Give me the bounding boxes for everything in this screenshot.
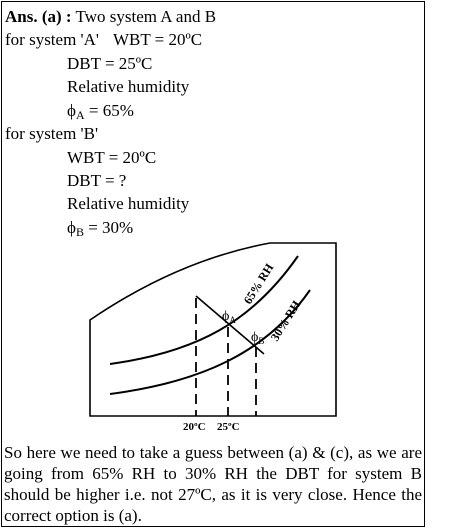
chart-outline: [90, 243, 336, 416]
phi-subscript: B: [75, 225, 84, 239]
curve-label-30: 30% RH: [267, 298, 304, 344]
point-b-label: $\phi_B$: [251, 330, 265, 346]
system-a-dbt: DBT = 25ºC: [67, 54, 153, 73]
answer-intro: Two system A and B: [75, 7, 217, 26]
system-a-wbt: WBT = 20ºC: [112, 30, 203, 49]
system-a-heading: for system 'A': [5, 30, 99, 49]
conclusion-paragraph: So here we need to take a guess between (a) & (c), as we are going from 65% RH to 30% RH the DBT for system B should be higher i.e. not 27ºC, as it is very close. Hence the correct option is (a).: [4, 443, 422, 525]
answer-box: [1, 1, 425, 527]
phi-symbol: ϕ: [67, 101, 76, 120]
system-a-phi-value: = 65%: [88, 101, 134, 120]
answer-label: Ans. (a) :: [5, 7, 72, 26]
system-a-rh-label: Relative humidity: [67, 77, 190, 96]
system-b-rh-label: Relative humidity: [67, 194, 190, 213]
axis-label-25: 25ºC: [217, 421, 240, 433]
system-b-wbt: WBT = 20ºC: [67, 148, 157, 167]
system-b-dbt: DBT = ?: [67, 171, 127, 190]
psychrometric-diagram: [2, 2, 426, 442]
phi-symbol: ϕ: [67, 218, 76, 237]
curve-label-65: 65% RH: [240, 261, 277, 307]
phi-subscript: A: [75, 108, 85, 122]
axis-label-20: 20ºC: [183, 421, 206, 433]
point-a-label: $\phi_A$: [222, 309, 236, 325]
system-b-heading: for system 'B': [5, 124, 99, 143]
system-b-phi-value: = 30%: [88, 218, 134, 237]
